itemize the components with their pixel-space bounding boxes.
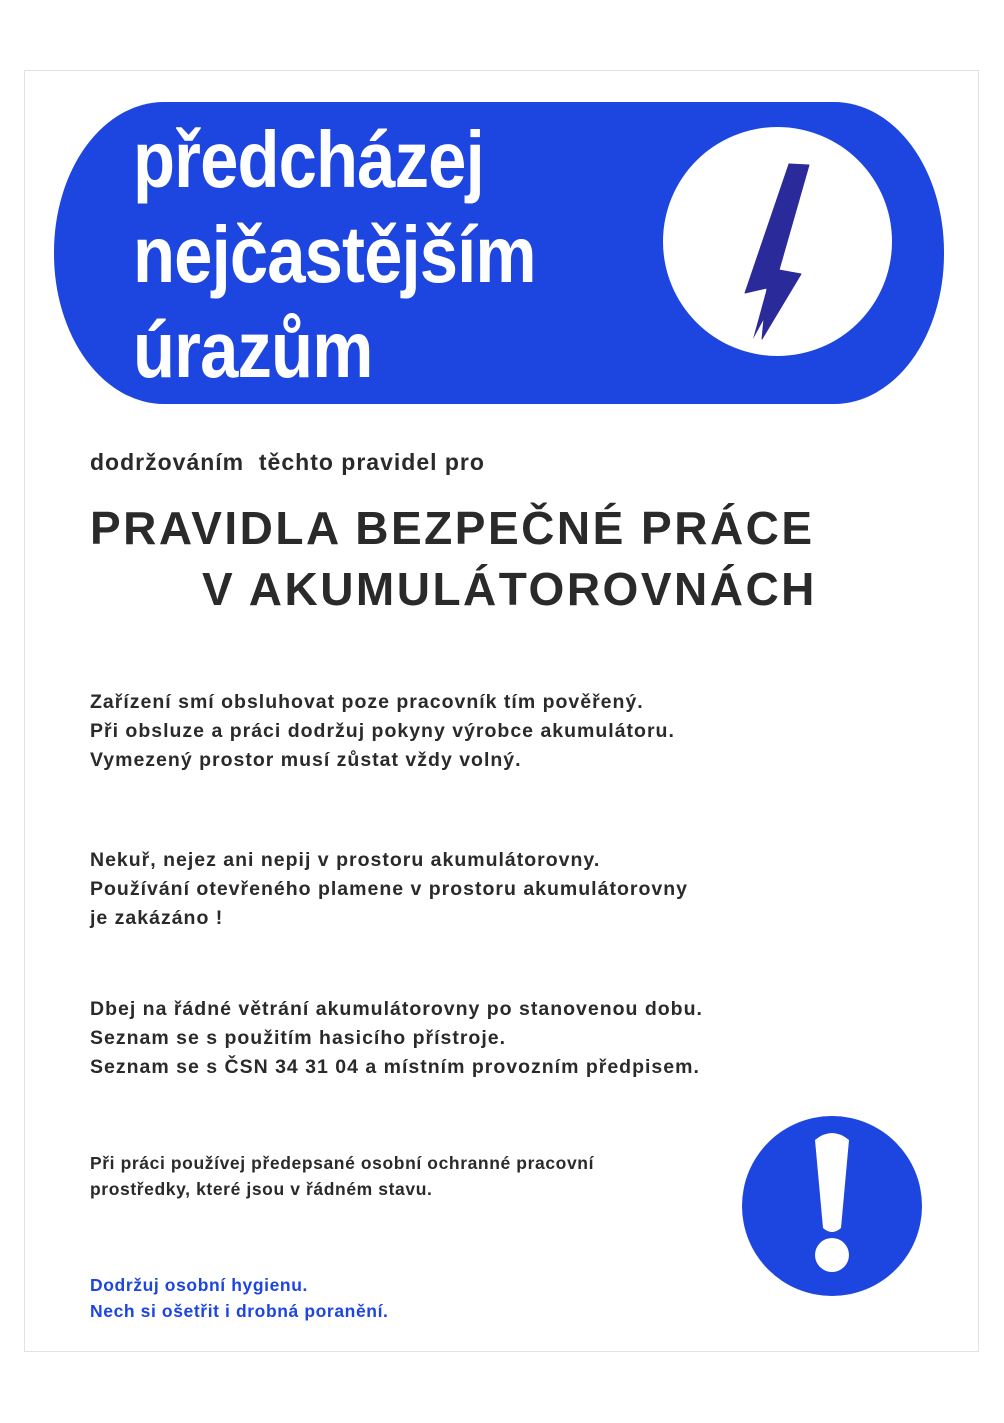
exclamation-mark-svg <box>742 1116 922 1296</box>
rule-line: Používání otevřeného plamene v prostoru akumulátorovny <box>90 878 688 900</box>
rule-block-operation <box>90 688 675 775</box>
rule-line: Při obsluze a práci dodržuj pokyny výrobce akumulátoru. <box>90 720 675 742</box>
rule-block-protective-equipment <box>90 1150 594 1202</box>
banner-title <box>133 112 536 397</box>
headline-line-1: PRAVIDLA BEZPEČNÉ PRÁCE <box>90 502 815 554</box>
lightning-bolt-icon <box>663 127 892 356</box>
banner-title-line-1: předcházej <box>133 115 484 204</box>
rule-block-hygiene <box>90 1272 389 1324</box>
rule-line: Nech si ošetřit i drobná poranění. <box>90 1301 389 1321</box>
rule-line: Seznam se s použitím hasicího přístroje. <box>90 1027 507 1049</box>
rule-line: je zakázáno ! <box>90 907 224 929</box>
rule-line: Dbej na řádné větrání akumulátorovny po stanovenou dobu. <box>90 998 703 1020</box>
rule-line: Nekuř, nejez ani nepij v prostoru akumulátorovny. <box>90 849 601 871</box>
headline-line-2: V AKUMULÁTOROVNÁCH <box>202 563 817 615</box>
banner-title-line-3: úrazům <box>133 305 373 394</box>
lightning-bolt-svg <box>663 127 892 356</box>
rule-line: Při práci používej předepsané osobní ochranné pracovní <box>90 1153 595 1173</box>
headline <box>90 498 950 620</box>
rule-block-ventilation <box>90 995 703 1082</box>
rule-line: Zařízení smí obsluhovat poze pracovník tím pověřený. <box>90 691 644 713</box>
rule-line: prostředky, které jsou v řádném stavu. <box>90 1179 433 1199</box>
rule-line: Dodržuj osobní hygienu. <box>90 1275 308 1295</box>
exclamation-mark-icon <box>742 1116 922 1296</box>
rule-line: Seznam se s ČSN 34 31 04 a místním provozním předpisem. <box>90 1056 700 1078</box>
rule-block-no-smoking <box>90 846 688 933</box>
intro-text: dodržováním těchto pravidel pro <box>90 449 485 475</box>
banner-title-line-2: nejčastějším <box>133 210 536 299</box>
rule-line: Vymezený prostor musí zůstat vždy volný. <box>90 749 522 771</box>
